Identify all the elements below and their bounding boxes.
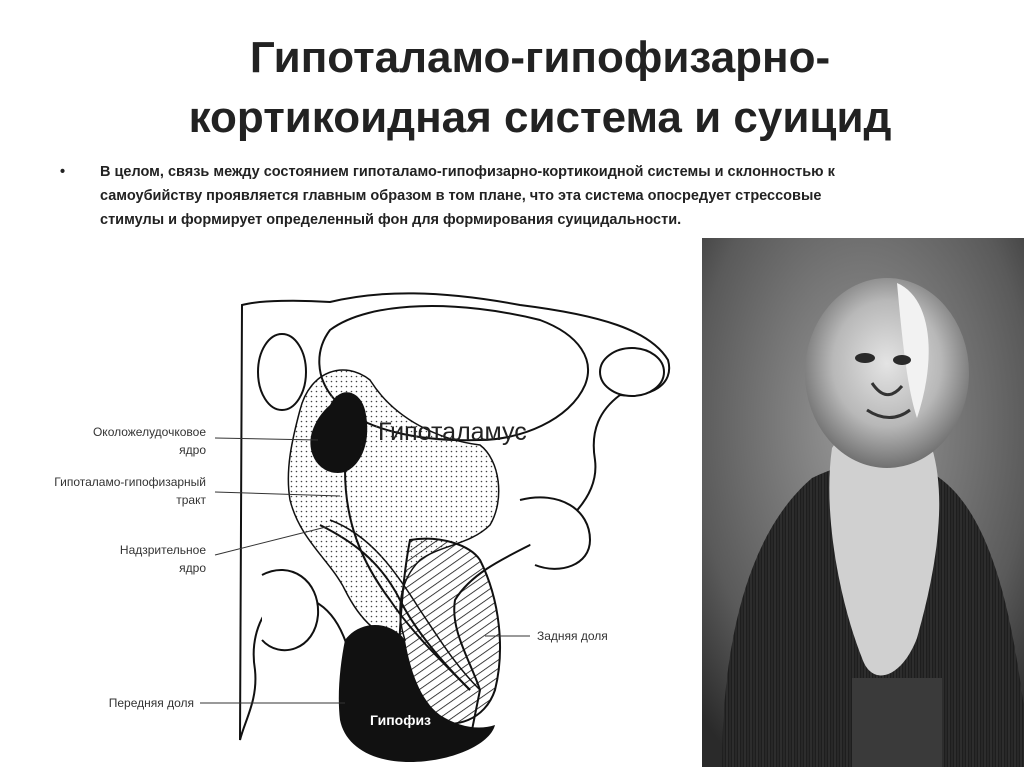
hypothalamus-diagram — [0, 290, 700, 767]
eye-right — [893, 355, 911, 365]
photo-bearded-man — [702, 238, 1024, 767]
label-posterior-lobe: Задняя доля — [537, 629, 608, 643]
bullet-paragraph — [60, 160, 880, 232]
label-tract-2: тракт — [176, 493, 206, 507]
label-anterior-lobe: Передняя доля — [108, 696, 194, 710]
label-supraoptic-1: Надзрительное — [119, 543, 206, 557]
head-hair — [805, 278, 969, 468]
slide-title — [100, 28, 980, 148]
label-pituitary: Гипофиз — [370, 712, 432, 728]
title-line-2: кортикоидная система и суицид — [188, 93, 892, 142]
title-line-1: Гипоталамо-гипофизарно- — [249, 33, 831, 82]
label-center: Гипоталамус — [378, 418, 527, 446]
label-paraventricular-1: Околожелудочковое — [92, 425, 206, 439]
right-lobe — [600, 348, 664, 396]
label-tract-1: Гипоталамо-гипофизарный — [54, 475, 206, 489]
label-paraventricular-2: ядро — [179, 443, 206, 457]
label-supraoptic-2: ядро — [179, 561, 206, 575]
left-lobe — [258, 334, 306, 410]
bullet-text: В целом, связь между состоянием гипоталамо-гипофизарно-кортикоидной системы и склонностью к самоубийству проявляется главным образом в том плане, что эта система опосредует стрессовые стимулы и формирует определенный фон для формирования суицидальности. — [100, 164, 835, 228]
bullet-marker: • — [60, 164, 66, 180]
trousers — [852, 678, 942, 767]
eye-left — [855, 353, 875, 363]
